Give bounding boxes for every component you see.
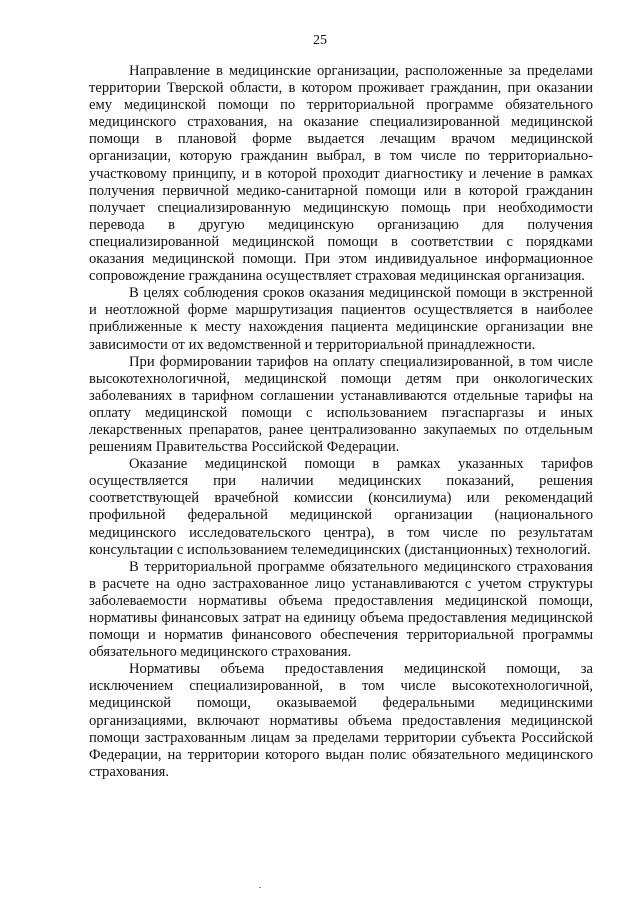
paragraph-pediatric-oncology-tariffs: При формировании тарифов на оплату специализированной, в том числе высокотехнологичной, медицинской помощи детям при онкологических заболеваниях в тарифном соглашении устанавливаются отдельные тарифы на оплату медицинской помощи с использованием пэгаспаргазы и иных лекарственных препаратов, ранее централизованно закупаемых по отдельным решениям Правительства Российской Федерации. bbox=[89, 353, 593, 456]
document-body bbox=[89, 63, 593, 781]
paragraph-volume-standards: Нормативы объема предоставления медицинской помощи, за исключением специализированной, в том числе высокотехнологичной, медицинской помощи, оказываемой федеральными медицинскими организациями, включают нормативы объема предоставления медицинской помощи застрахованным лицам за пределами территории субъекта Российской Федерации, на территории которого выдан полис обязательного медицинского страхования. bbox=[89, 661, 593, 780]
paragraph-insurance-standards: В территориальной программе обязательного медицинского страхования в расчете на одно застрахованное лицо устанавливаются с учетом структуры заболеваемости нормативы объема предоставления медицинской помощи, нормативы финансовых затрат на единицу объема предоставления медицинской помощи и норматив финансового обеспечения территориальной программы обязательного медицинского страхования. bbox=[89, 558, 593, 661]
page-number: 25 bbox=[313, 33, 327, 48]
paragraph-tariff-conditions: Оказание медицинской помощи в рамках указанных тарифов осуществляется при наличии медицинских показаний, решения соответствующей врачебной комиссии (консилиума) или рекомендаций профильной федеральной медицинской организации (национального медицинского исследовательского центра), в том числе по результатам консультации с использованием телемедицинских (дистанционных) технологий. bbox=[89, 456, 593, 558]
paragraph-emergency-routing: В целях соблюдения сроков оказания медицинской помощи в экстренной и неотложной форме маршрутизация пациентов осуществляется в наиболее приближенные к месту нахождения пациента медицинские организации вне зависимости от их ведомственной и территориальной принадлежности. bbox=[89, 285, 593, 353]
scan-speck bbox=[259, 887, 261, 888]
paragraph-referral-outside-region: Направление в медицинские организации, расположенные за пределами территории Тверской области, в котором проживает гражданин, при оказании ему медицинской помощи по территориальной программе обязательного медицинского страхования, на оказание специализированной медицинской помощи в плановой форме выдается лечащим врачом медицинской организации, которую гражданин выбрал, в том числе по территориально-участковому принципу, и в которой проходит диагностику и лечение в рамках получения первичной медико-санитарной помощи или в которой гражданин получает специализированную медицинскую помощь при необходимости перевода в другую медицинскую организацию для получения специализированной медицинской помощи в соответствии с порядками оказания медицинской помощи. При этом индивидуальное информационное сопровождение гражданина осуществляет страховая медицинская организация. bbox=[89, 63, 593, 285]
